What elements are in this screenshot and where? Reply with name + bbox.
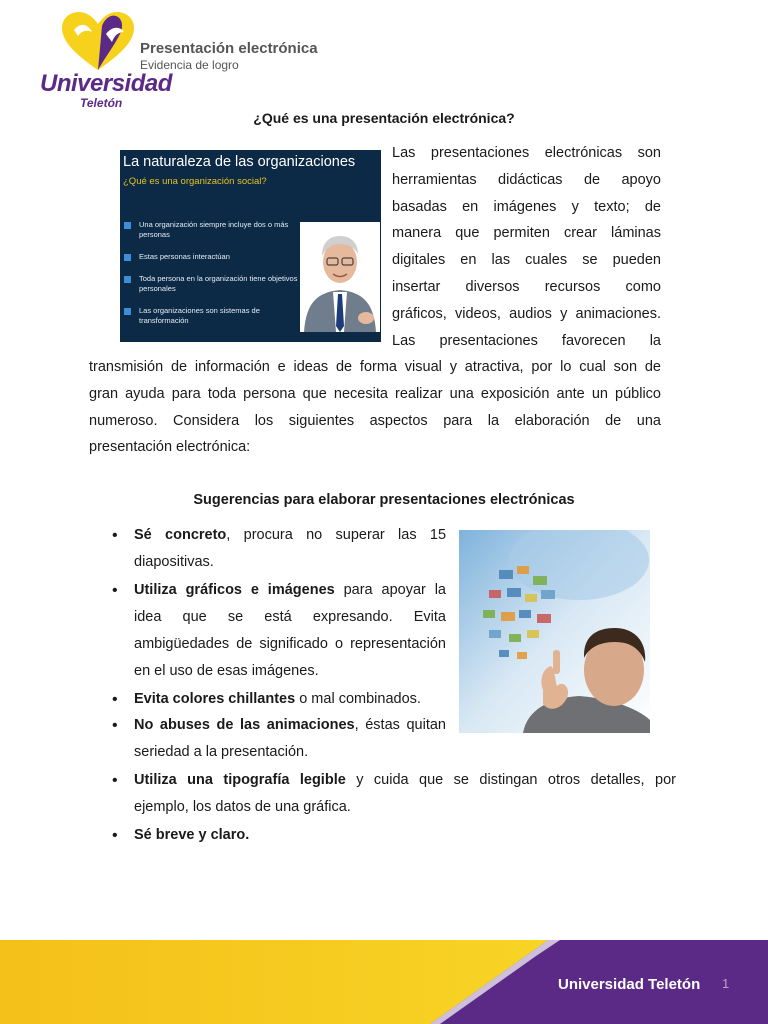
bullet-text: en el uso de esas imágenes. xyxy=(134,663,319,679)
list-item xyxy=(112,822,446,849)
text-line: presentación electrónica: xyxy=(89,439,251,456)
bullet-text: idea que se está expresando. Evita xyxy=(134,609,446,625)
slide-subtitle: ¿Qué es una organización social? xyxy=(123,176,267,187)
bullet-icon: • xyxy=(112,772,118,789)
bullet-text: ejemplo, los datos de una gráfica. xyxy=(134,799,351,815)
bullet-icon: • xyxy=(112,527,118,544)
bullet-text: diapositivas. xyxy=(134,554,214,570)
bullet-text: seriedad a la presentación. xyxy=(134,744,309,760)
slide-bullet: Estas personas interactúan xyxy=(124,252,304,262)
text-line: digitales en las cuales se pueden xyxy=(392,252,661,269)
text-line: numeroso. Considera los siguientes aspectos para la elaboración de una xyxy=(89,412,661,429)
slide-bullet-list xyxy=(124,220,304,338)
bullet-text: para apoyar la xyxy=(334,582,447,598)
text-line: gran ayuda para toda persona que necesita realizar una exposición ante un público xyxy=(89,385,661,402)
document-subtitle: Evidencia de logro xyxy=(140,58,239,72)
text-line: insertar diversos recursos como xyxy=(392,278,661,295)
bullet-bold-text: Utiliza una tipografía legible xyxy=(134,772,346,788)
bullet-icon: • xyxy=(112,827,118,844)
suggestions-title: Sugerencias para elaborar presentaciones electrónicas xyxy=(193,492,575,508)
slide-example-image xyxy=(120,150,381,342)
bullet-text: y cuida que se distingan otros detalles, por xyxy=(345,772,676,788)
page-number: 1 xyxy=(722,976,730,991)
document-title: Presentación electrónica xyxy=(140,40,318,57)
bullet-text: o mal combinados. xyxy=(295,691,421,707)
touchscreen-man-photo xyxy=(459,530,650,733)
list-item xyxy=(112,686,446,713)
bullet-icon: • xyxy=(112,691,118,708)
text-line: herramientas didácticas de apoyo xyxy=(392,171,661,188)
slide-bullet: Las organizaciones son sistemas de transformación xyxy=(124,306,304,326)
slide-bullet: Una organización siempre incluye dos o más personas xyxy=(124,220,304,240)
slide-bullet: Toda persona en la organización tiene objetivos personales xyxy=(124,274,304,294)
list-item xyxy=(112,522,447,576)
bullet-bold-text: Evita colores chillantes xyxy=(134,691,296,707)
bullet-text: ambigüedades de significado o representación xyxy=(134,636,446,652)
bullet-bold-text: Sé concreto xyxy=(134,527,227,543)
paragraph-full-width xyxy=(89,354,661,461)
heart-hands-icon xyxy=(62,12,134,72)
text-line: basadas en imágenes y texto; de xyxy=(392,198,661,215)
list-item xyxy=(112,577,447,685)
text-line: manera que permiten crear láminas xyxy=(392,225,661,242)
footer-brand: Universidad Teletón xyxy=(558,976,701,993)
bullet-bold-text: Sé breve y claro. xyxy=(134,827,250,843)
page-header xyxy=(0,0,768,110)
section-title: ¿Qué es una presentación electrónica? xyxy=(253,110,515,126)
logo-subtext: Teletón xyxy=(80,96,123,110)
text-line: Las presentaciones electrónicas son xyxy=(392,145,661,161)
text-line: transmisión de información e ideas de forma visual y atractiva, por lo cual son de xyxy=(89,359,661,375)
text-line: Las presentaciones favorecen la xyxy=(392,332,661,349)
bullet-icon: • xyxy=(112,717,118,734)
bullet-bold-text: No abuses de las animaciones xyxy=(134,717,355,733)
slide-title: La naturaleza de las organizaciones xyxy=(123,154,356,170)
text-line: gráficos, videos, audios y animaciones. xyxy=(392,305,661,322)
bullet-bold-text: Utiliza gráficos e imágenes xyxy=(134,582,335,598)
bullet-text: , procura no superar las 15 xyxy=(226,527,447,543)
businessman-photo xyxy=(300,222,380,332)
bullet-text: , éstas quitan xyxy=(354,717,446,733)
list-item xyxy=(112,712,446,766)
paragraph-right-column xyxy=(392,140,661,354)
logo-wordmark: Universidad xyxy=(40,70,172,97)
bullet-icon: • xyxy=(112,582,118,599)
list-item xyxy=(112,767,676,821)
